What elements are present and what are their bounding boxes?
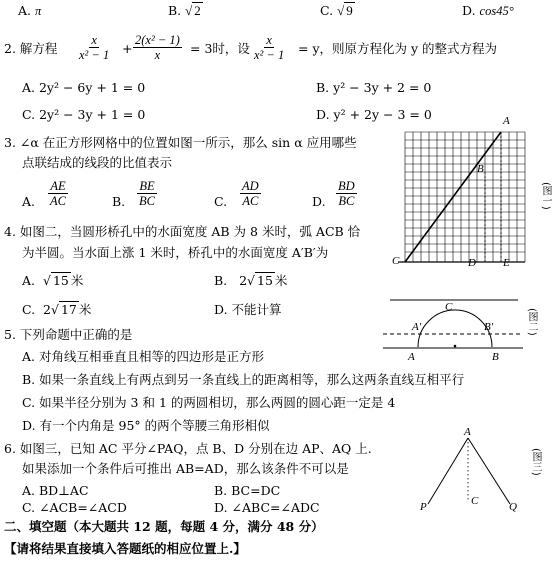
q4-option-c: C. 2√ 17 米 xyxy=(22,302,92,317)
q5-option-b: B. 如果一条直线上有两点到另一条直线上的距离相等，那么这两条直线互相平行 xyxy=(22,372,465,387)
q1-a-value: π xyxy=(35,4,42,18)
q3-c-label: C. xyxy=(214,194,228,209)
q3-option-c-fraction: $\frac{AD}{AC}$ xyxy=(242,179,259,208)
q3-b-label: B. xyxy=(112,194,126,209)
fig1-label-e: E xyxy=(503,257,510,269)
q2-option-b: B. y² − 3y + 2 = 0 xyxy=(316,80,432,95)
q6-option-d: D. ∠ABC=∠ADC xyxy=(214,500,320,515)
figure-3-caption: (图三) xyxy=(530,448,541,476)
q2-option-d: D. y² + 2y − 3 = 0 xyxy=(316,107,432,122)
q5-option-c: C. 如果半径分别为 3 和 1 的两圆相切，那么两圆的圆心距一定是 4 xyxy=(22,395,396,410)
q3-line-2: 点联结成的线段的比值表示 xyxy=(22,155,173,170)
q4-option-a: A. √ 15 米 xyxy=(22,273,84,288)
q5-question: 5. 下列命题中正确的是 xyxy=(4,327,133,342)
q1-option-b: B. √ 2 xyxy=(168,3,201,18)
q1-c-label: C. xyxy=(320,3,334,18)
q3-a-label: A. xyxy=(22,194,36,209)
figure-2-arch xyxy=(378,292,528,368)
q4-option-d: D. 不能计算 xyxy=(214,302,282,317)
fig2-label-b: B xyxy=(492,351,499,363)
fig3-label-c: C xyxy=(471,495,479,507)
q1-b-value: 2 xyxy=(194,3,201,18)
q1-option-a xyxy=(18,3,41,19)
q3-option-a-fraction: $\frac{AE}{AC}$ xyxy=(50,179,66,208)
fig1-label-c: C xyxy=(392,255,400,267)
q2-option-a: A. 2y² − 6y + 1 = 0 xyxy=(22,80,146,95)
fig2-label-b-prime: B′ xyxy=(484,321,494,333)
q5-option-d: D. 有一个内角是 95° 的两个等腰三角形相似 xyxy=(22,418,270,433)
q5-option-a: A. 对角线互相垂直且相等的四边形是正方形 xyxy=(22,349,264,364)
q1-option-c: C. √ 9 xyxy=(320,3,353,18)
figure-1-grid xyxy=(390,112,554,272)
fig1-label-b: B xyxy=(477,163,484,175)
q2-tail: = y，则原方程化为 y 的整式方程为 xyxy=(298,41,498,56)
grid-lines xyxy=(405,132,525,262)
q4-option-b: B. 2√ 15 米 xyxy=(214,273,288,288)
q3-option-b-fraction: $\frac{BE}{BC}$ xyxy=(139,179,155,208)
figure-1-caption: (图一) xyxy=(540,182,551,210)
arch-semicircle xyxy=(418,310,492,347)
q6-line-2: 如果添加一个条件后可推出 AB=AD，那么该条件不可以是 xyxy=(22,461,349,476)
q3-d-label: D. xyxy=(312,194,326,209)
ray-ap xyxy=(428,438,468,504)
fig2-label-a: A xyxy=(408,351,415,363)
fig3-label-p: P xyxy=(420,501,427,513)
fig1-label-d: D xyxy=(468,257,476,269)
q6-option-a: A. BD⊥AC xyxy=(22,483,89,498)
fig1-label-a: A xyxy=(503,115,510,127)
q6-line-1: 6. 如图三，已知 AC 平分∠PAQ，点 B、D 分别在边 AP、AQ 上. xyxy=(4,441,372,456)
q1-b-label: B. xyxy=(168,3,182,18)
fig3-label-a: A xyxy=(464,426,471,438)
q2-fraction-2: $\frac{\text{2(x² − 1)}}{x}$ xyxy=(135,33,180,62)
q4-line-1: 4. 如图二，当圆形桥孔中的水面宽度 AB 为 8 米时，弧 ACB 恰 xyxy=(4,224,361,239)
figure-3-angle xyxy=(408,424,520,516)
q2-fraction-1: $\frac{x}{\text{x² − 1}}$ xyxy=(79,33,110,62)
q2-plus: + xyxy=(122,41,133,56)
arch-center xyxy=(454,345,457,348)
q2-option-c: C. 2y² − 3y + 1 = 0 xyxy=(22,107,146,122)
fig2-label-c: C xyxy=(445,301,453,313)
q6-option-c: C. ∠ACB=∠ACD xyxy=(22,500,127,515)
q6-option-b: B. BC=DC xyxy=(214,483,281,498)
q1-d-label: D. xyxy=(462,3,476,18)
fig2-label-a-prime: A′ xyxy=(412,321,422,333)
q4-line-2: 为半圆。当水面上涨 1 米时，桥孔中的水面宽度 A′B′为 xyxy=(22,245,329,260)
figure-2-caption: (图二) xyxy=(526,308,537,336)
q1-option-d xyxy=(462,3,514,19)
section-title: 二、填空题（本大题共 12 题，每题 4 分，满分 48 分） xyxy=(4,519,324,534)
q2-mid: = 3时，设 xyxy=(190,41,250,56)
q3-line-1: 3. ∠α 在正方形网格中的位置如图一所示，那么 sin α 应用哪些 xyxy=(4,135,357,150)
section-note: 【请将结果直接填入答题纸的相应位置上.】 xyxy=(4,541,246,556)
q2-fraction-3: $\frac{x}{\text{x² − 1}}$ xyxy=(254,33,285,62)
q1-d-value: cos45° xyxy=(479,4,514,18)
q1-c-value: 9 xyxy=(346,3,353,18)
q1-a-label: A. xyxy=(18,3,32,18)
q3-option-d-fraction: $\frac{BD}{BC}$ xyxy=(338,179,355,208)
fig3-label-q: Q xyxy=(509,501,517,513)
q2-lead: 2. 解方程 xyxy=(4,41,58,56)
